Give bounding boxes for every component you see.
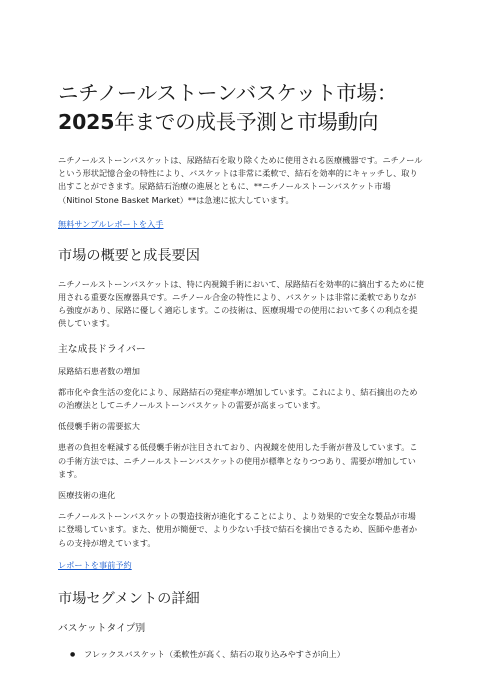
- driver-title: 医療技術の進化: [58, 490, 116, 501]
- sample-report-link[interactable]: 無料サンプルレポートを入手: [58, 218, 164, 229]
- title-part-3: 年までの成長予測と市場動向: [114, 110, 379, 134]
- title-part-1: ニチノールストーンバスケット市場：: [58, 81, 398, 105]
- drivers-heading: 主な成長ドライバー: [58, 343, 146, 355]
- title-year: 2025: [58, 110, 115, 134]
- section-heading-segments: 市場セグメントの詳細: [58, 590, 200, 607]
- overview-paragraph: ニチノールストーンバスケットは、特に内視鏡手術において、尿路結石を効率的に摘出するために使用される重要な医療器具です。ニチノール合金の特性により、バスケットは非常に柔軟でありながら強度があり、尿路に優しく適応します。この技術は、医療現場での使用において多くの利点を提供しています。: [58, 278, 424, 329]
- driver-title: 尿路結石患者数の増加: [58, 365, 140, 376]
- intro-paragraph: ニチノールストーンバスケットは、尿路結石を取り除くために使用される医療機器です。ニチノールという形状記憶合金の特性により、バスケットは非常に柔軟で、結石を効率的にキャッチし、取り出すことができます。尿路結石治療の進展とともに、**ニチノールストーンバスケット市場（Nitinol Stone Basket Market）**は急速に拡大しています。: [58, 155, 423, 205]
- driver-title: 低侵襲手術の需要拡大: [58, 421, 140, 432]
- list-item: ● フレックスバスケット（柔軟性が高く、結石の取り込みやすさが向上）: [58, 648, 424, 661]
- page-title: [58, 0, 424, 137]
- driver-body: ニチノールストーンバスケットの製造技術が進化することにより、より効果的で安全な製品が市場に登場しています。また、使用が簡便で、より少ない手技で結石を摘出できるため、医師や患者からの支持が増えています。: [58, 511, 418, 548]
- driver-body: 患者の負担を軽減する低侵襲手術が注目されており、内視鏡を使用した手術が普及しています。この手術方法では、ニチノールストーンバスケットの使用が標準となりつつあり、需要が増加しています。: [58, 442, 418, 479]
- segment-list: [58, 648, 424, 661]
- preorder-report-link[interactable]: レポートを事前予約: [58, 559, 132, 570]
- driver-body: 都市化や食生活の変化により、尿路結石の発症率が増加しています。これにより、結石摘出のための治療法としてニチノールストーンバスケットの需要が高まっています。: [58, 386, 418, 411]
- section-heading-overview: 市場の概要と成長要因: [58, 247, 200, 264]
- segment-heading-basket-type: バスケットタイプ別: [58, 622, 146, 634]
